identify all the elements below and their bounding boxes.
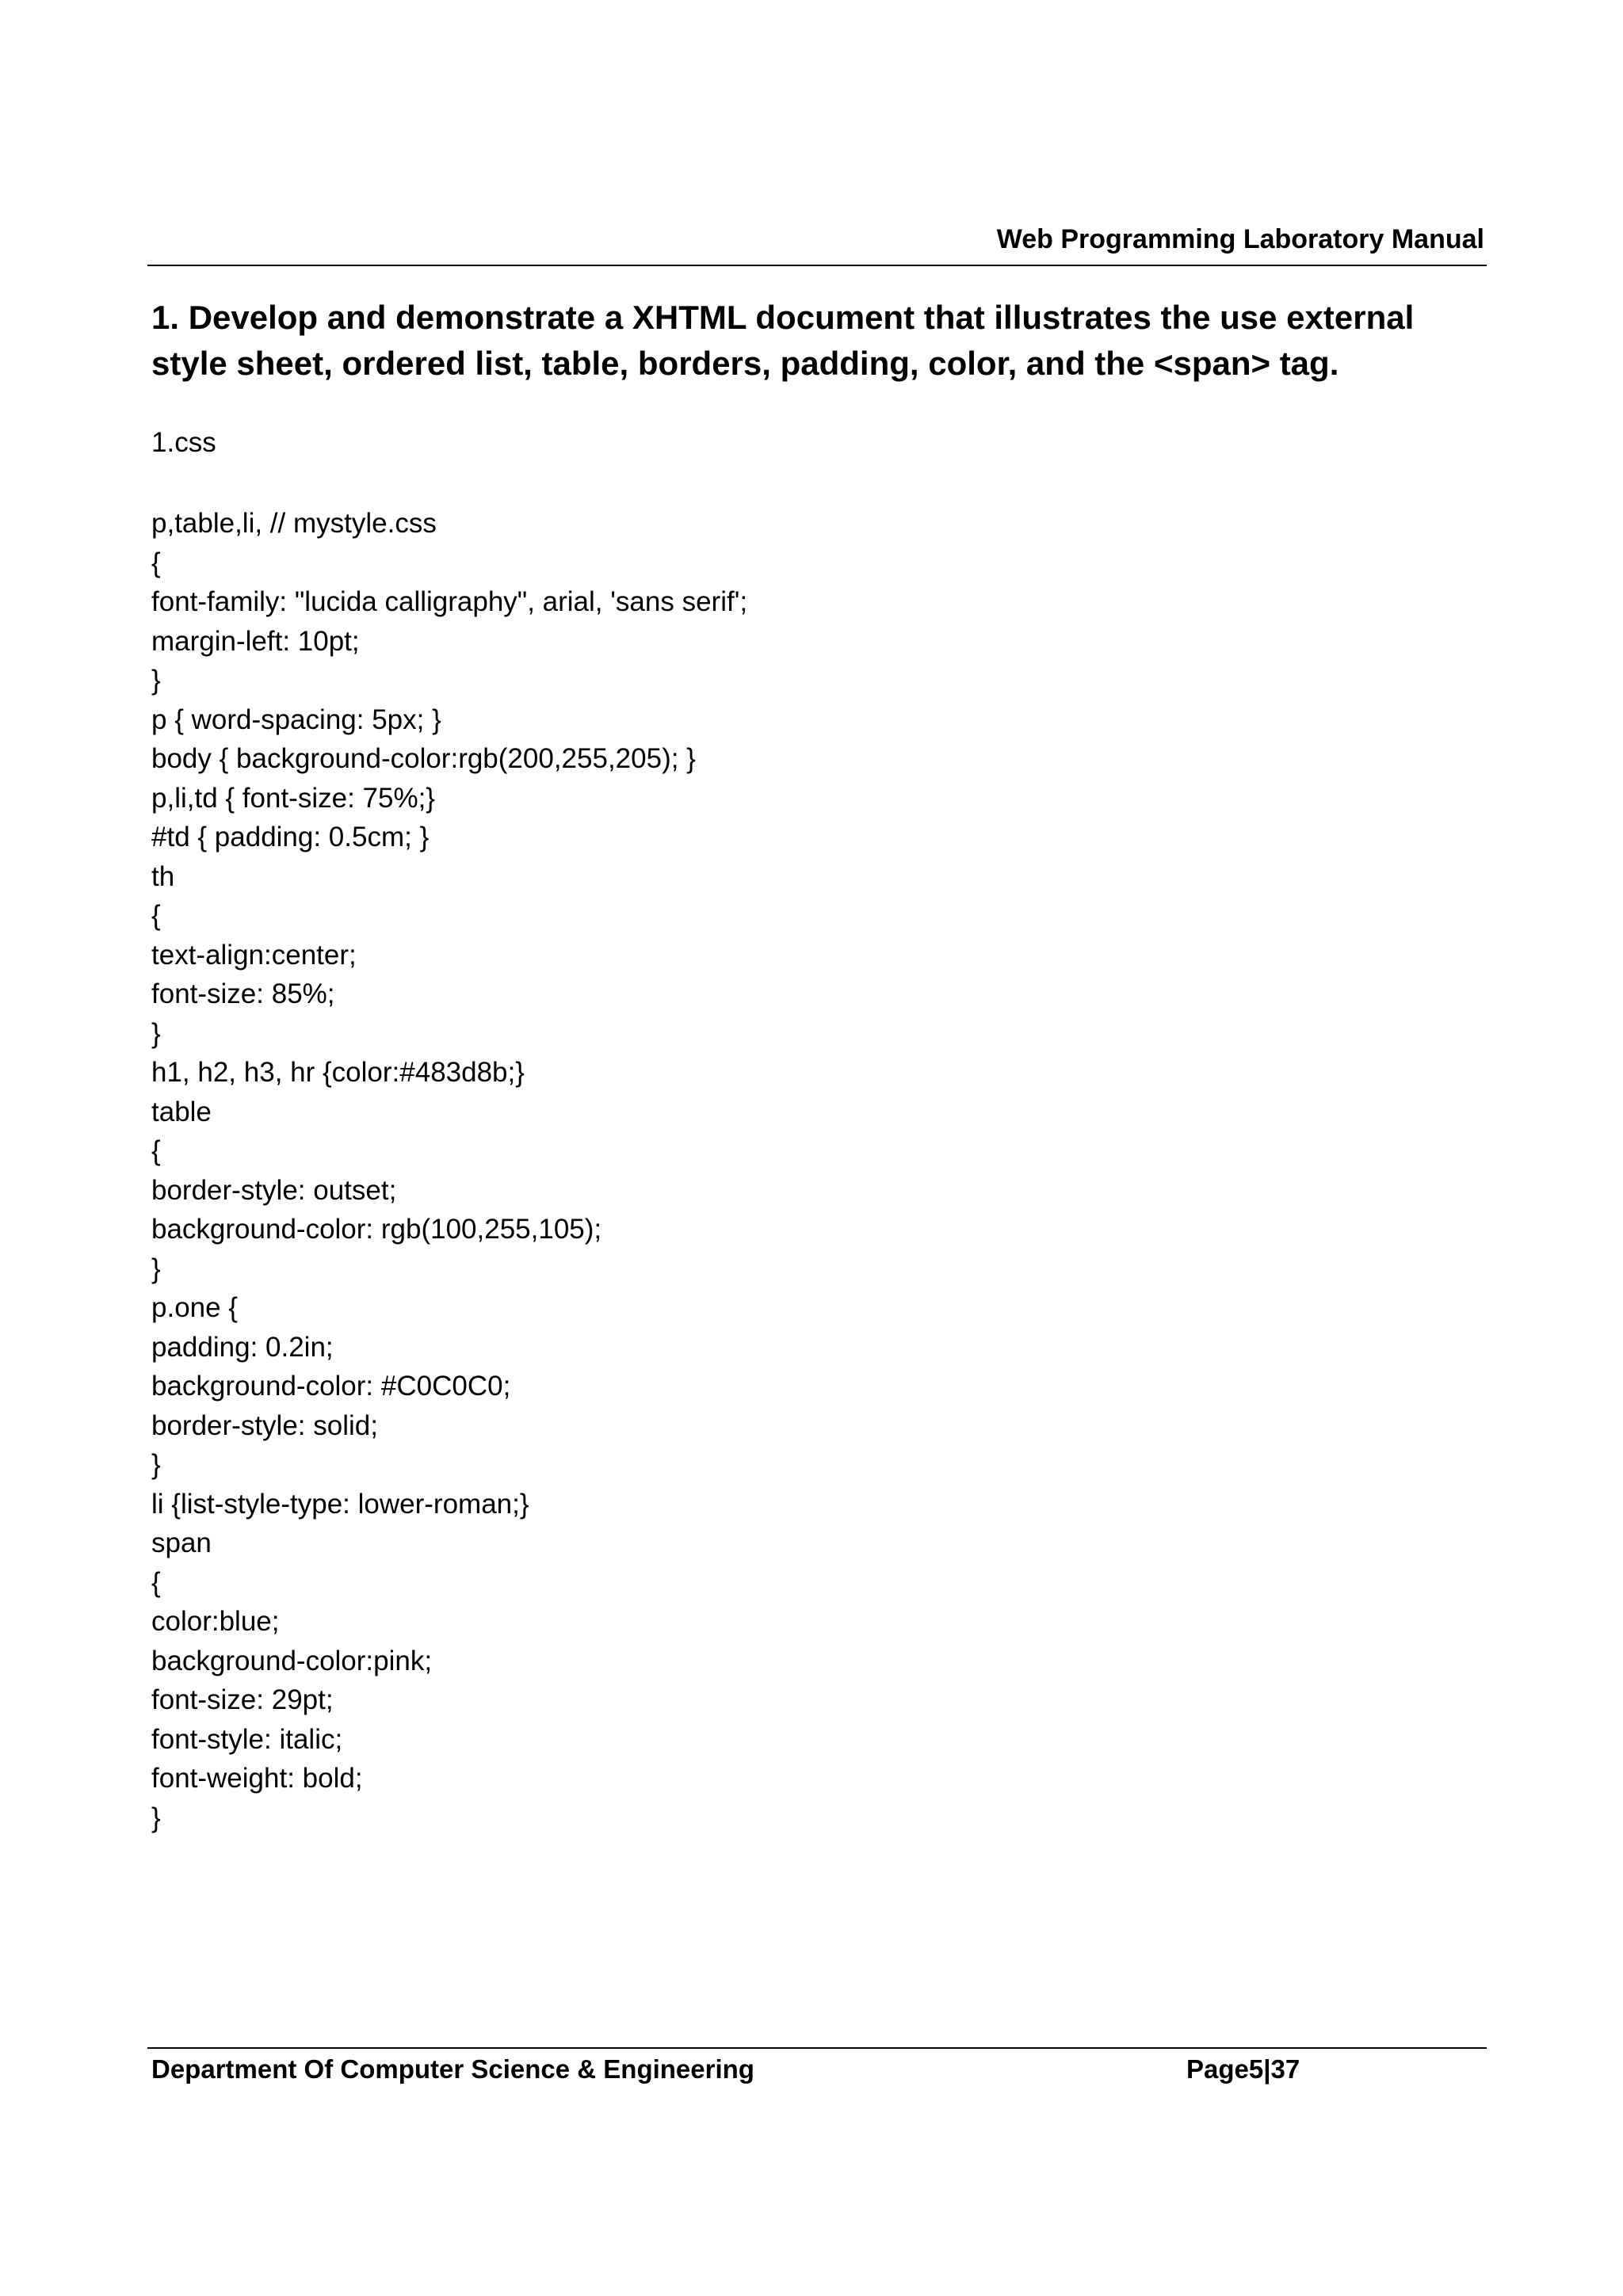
- code-line: p,li,td { font-size: 75%;}: [151, 782, 435, 814]
- code-line: margin-left: 10pt;: [151, 625, 360, 657]
- code-line: p { word-spacing: 5px; }: [151, 704, 441, 735]
- code-line: border-style: outset;: [151, 1174, 397, 1206]
- exercise-heading: 1. Develop and demonstrate a XHTML document that illustrates the use external style sheet, ordered list, table, borders, padding, color, and the <span> tag.: [151, 299, 1415, 382]
- code-line: font-size: 85%;: [151, 978, 335, 1009]
- code-line: {: [151, 1566, 161, 1598]
- code-line: }: [151, 665, 161, 696]
- code-line: }: [151, 1253, 161, 1284]
- css-code-listing: [151, 504, 747, 1837]
- code-line: background-color: #C0C0C0;: [151, 1371, 511, 1402]
- footer-page-number: Page5|37: [1186, 2054, 1300, 2084]
- code-line: body { background-color:rgb(200,255,205); }: [151, 743, 696, 774]
- code-line: {: [151, 547, 161, 578]
- code-line: background-color:pink;: [151, 1645, 433, 1676]
- running-header: Web Programming Laboratory Manual: [996, 224, 1484, 254]
- code-line: }: [151, 1802, 161, 1833]
- code-line: color:blue;: [151, 1606, 280, 1637]
- code-line: th: [151, 860, 175, 892]
- file-name-label: 1.css: [151, 427, 216, 458]
- code-line: h1, h2, h3, hr {color:#483d8b;}: [151, 1057, 525, 1088]
- code-line: #td { padding: 0.5cm; }: [151, 822, 430, 852]
- footer-department: Department Of Computer Science & Engineering: [151, 2054, 754, 2084]
- code-line: }: [151, 1449, 161, 1480]
- code-line: table: [151, 1096, 212, 1127]
- code-line: font-weight: bold;: [151, 1763, 363, 1794]
- code-line: border-style: solid;: [151, 1409, 378, 1441]
- footer-divider: [147, 2047, 1487, 2049]
- code-line: }: [151, 1017, 161, 1049]
- code-line: li {list-style-type: lower-roman;}: [151, 1488, 529, 1520]
- code-line: background-color: rgb(100,255,105);: [151, 1214, 602, 1245]
- code-line: font-family: "lucida calligraphy", arial, 'sans serif';: [151, 586, 748, 617]
- header-divider: [147, 265, 1487, 266]
- code-line: p.one {: [151, 1292, 238, 1323]
- code-line: text-align:center;: [151, 939, 357, 971]
- code-line: padding: 0.2in;: [151, 1331, 334, 1363]
- code-line: {: [151, 1135, 161, 1166]
- code-line: p,table,li, // mystyle.css: [151, 508, 437, 539]
- code-line: {: [151, 900, 161, 931]
- code-line: font-size: 29pt;: [151, 1684, 334, 1715]
- code-line: font-style: italic;: [151, 1723, 343, 1755]
- code-line: span: [151, 1527, 212, 1558]
